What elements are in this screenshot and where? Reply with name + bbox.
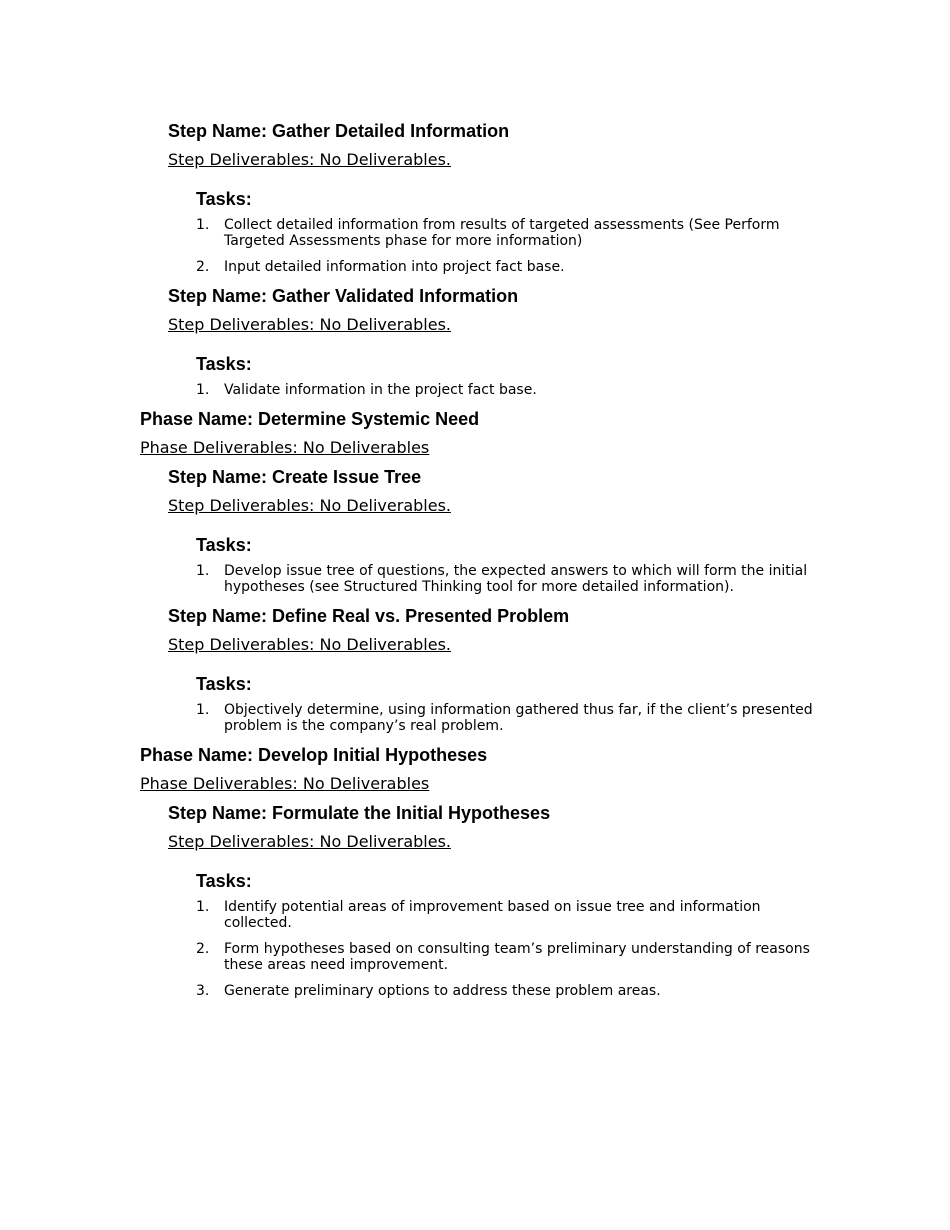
task-text: Form hypotheses based on consulting team’s preliminary understanding of reasons these areas need improvement. [224, 941, 810, 973]
step-section [140, 285, 830, 398]
task-number: 1. [196, 217, 210, 233]
tasks-heading: Tasks: [196, 674, 252, 694]
task-number: 1. [196, 563, 210, 579]
step-deliverables-text: Step Deliverables: No Deliverables. [168, 315, 451, 334]
task-text: Validate information in the project fact base. [224, 382, 537, 398]
task-item [196, 217, 830, 249]
task-list [196, 382, 830, 398]
task-list [196, 217, 830, 275]
task-item [196, 563, 830, 595]
task-list [196, 702, 830, 734]
task-number: 1. [196, 899, 210, 915]
task-item [196, 983, 830, 999]
task-text: Input detailed information into project fact base. [224, 259, 565, 275]
phase-section [140, 408, 830, 458]
step-section [140, 802, 830, 999]
step-deliverables-text: Step Deliverables: No Deliverables. [168, 496, 451, 515]
step-section [140, 466, 830, 595]
step-name-heading: Step Name: Gather Validated Information [168, 286, 519, 306]
task-text: Identify potential areas of improvement based on issue tree and information collected. [224, 899, 761, 931]
step-name-heading: Step Name: Define Real vs. Presented Problem [168, 606, 570, 626]
task-text: Develop issue tree of questions, the expected answers to which will form the initial hypotheses (see Structured Thinking tool for more detailed information). [224, 563, 808, 595]
task-item [196, 899, 830, 931]
task-item [196, 382, 830, 398]
task-list [196, 563, 830, 595]
task-item [196, 259, 830, 275]
phase-deliverables-text: Phase Deliverables: No Deliverables [140, 438, 430, 457]
document-content [140, 112, 830, 1009]
step-name-heading: Step Name: Create Issue Tree [168, 467, 422, 487]
tasks-heading: Tasks: [196, 871, 252, 891]
task-number: 2. [196, 941, 210, 957]
tasks-heading: Tasks: [196, 189, 252, 209]
task-number: 1. [196, 702, 210, 718]
step-deliverables-text: Step Deliverables: No Deliverables. [168, 832, 451, 851]
step-section [140, 605, 830, 734]
task-text: Objectively determine, using information gathered thus far, if the client’s presented problem is the company’s real problem. [224, 702, 813, 734]
task-item [196, 702, 830, 734]
tasks-heading: Tasks: [196, 535, 252, 555]
phase-name-heading: Phase Name: Develop Initial Hypotheses [140, 745, 488, 765]
phase-deliverables-text: Phase Deliverables: No Deliverables [140, 774, 430, 793]
phase-name-heading: Phase Name: Determine Systemic Need [140, 409, 480, 429]
step-name-heading: Step Name: Gather Detailed Information [168, 121, 510, 141]
task-item [196, 941, 830, 973]
task-number: 2. [196, 259, 210, 275]
task-text: Generate preliminary options to address these problem areas. [224, 983, 661, 999]
tasks-heading: Tasks: [196, 354, 252, 374]
phase-section [140, 744, 830, 794]
task-text: Collect detailed information from results of targeted assessments (See Perform Targeted Assessments phase for more information) [224, 217, 780, 249]
task-list [196, 899, 830, 999]
step-name-heading: Step Name: Formulate the Initial Hypotheses [168, 803, 551, 823]
task-number: 3. [196, 983, 210, 999]
step-deliverables-text: Step Deliverables: No Deliverables. [168, 635, 451, 654]
step-deliverables-text: Step Deliverables: No Deliverables. [168, 150, 451, 169]
step-section [140, 120, 830, 275]
task-number: 1. [196, 382, 210, 398]
